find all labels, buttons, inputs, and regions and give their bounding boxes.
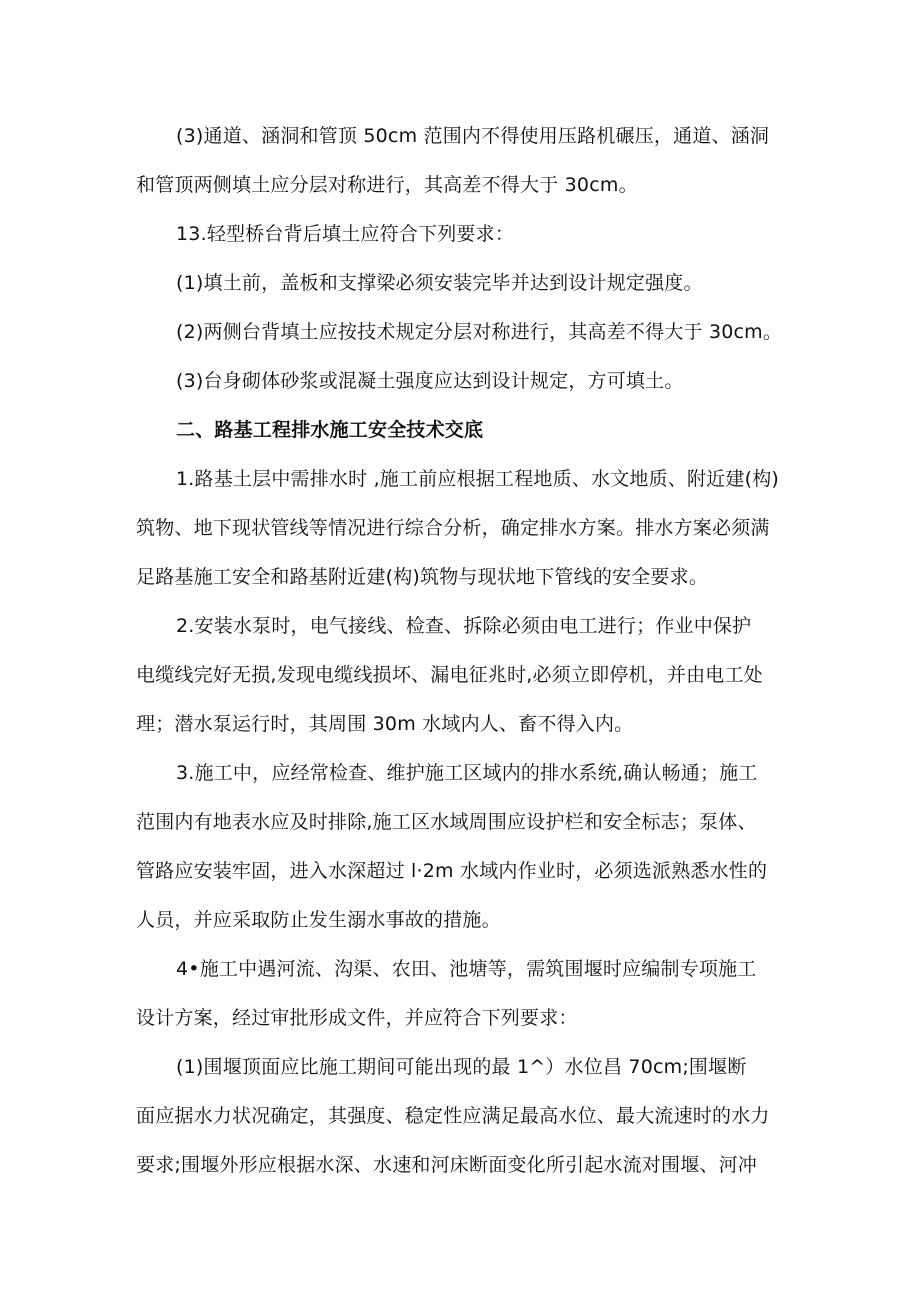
paragraph-line: (3)通道、涵洞和管顶 50cm 范围内不得使用压路机碾压，通道、涵洞 (176, 125, 770, 147)
paragraph-line: 和管顶两侧填土应分层对称进行，其高差不得大于 30cm。 (136, 174, 638, 196)
paragraph-line: 范围内有地表水应及时排除,施工区水域周围应设护栏和安全标志；泵体、 (136, 811, 757, 833)
paragraph-line: 1.路基土层中需排水时 ,施工前应根据工程地质、水文地质、附近建(构) (176, 468, 780, 490)
section-heading: 二、路基工程排水施工安全技术交底 (176, 419, 484, 441)
paragraph-line: 要求;围堰外形应根据水深、水速和河床断面变化所引起水流对围堰、河冲 (136, 1154, 758, 1176)
paragraph-line: 理；潜水泵运行时，其周围 30m 水域内人、畜不得入内。 (136, 713, 634, 735)
paragraph-line: 人员，并应采取防止发生溺水事故的措施。 (136, 909, 501, 931)
paragraph-line: (1)填土前，盖板和支撑梁必须安装完毕并达到设计规定强度。 (176, 272, 703, 294)
paragraph-line: 管路应安装牢固，进入水深超过 l·2m 水域内作业时，必须选派熟悉水性的 (136, 860, 768, 882)
paragraph-line: (2)两侧台背填土应按技术规定分层对称进行，其高差不得大于 30cm。 (176, 321, 783, 343)
paragraph-line: 设计方案，经过审批形成文件，并应符合下列要求： (136, 1007, 578, 1029)
paragraph-line: 2.安装水泵时，电气接线、检查、拆除必须由电工进行；作业中保护 (176, 615, 752, 637)
paragraph-line: 13.轻型桥台背后填土应符合下列要求： (176, 223, 515, 245)
paragraph-line: 足路基施工安全和路基附近建(构)筑物与现状地下管线的安全要求。 (136, 566, 709, 588)
paragraph-line: 面应据水力状况确定，其强度、稳定性应满足最高水位、最大流速时的水力 (136, 1105, 770, 1127)
paragraph-line: 筑物、地下现状管线等情况进行综合分析，确定排水方案。排水方案必须满 (136, 517, 770, 539)
paragraph-line: 电缆线完好无损,发现电缆线损坏、漏电征兆时,必须立即停机，并由电工处 (136, 664, 763, 686)
paragraph-line: 3.施工中，应经常检查、维护施工区域内的排水系统,确认畅通；施工 (176, 762, 758, 784)
paragraph-line: (3)台身砌体砂浆或混凝土强度应达到设计规定，方可填土。 (176, 370, 684, 392)
paragraph-line: (1)围堰顶面应比施工期间可能出现的最 1^）水位昌 70cm;围堰断 (176, 1056, 747, 1078)
paragraph-line: 4•施工中遇河流、沟渠、农田、池塘等，需筑围堰时应编制专项施工 (176, 958, 757, 980)
